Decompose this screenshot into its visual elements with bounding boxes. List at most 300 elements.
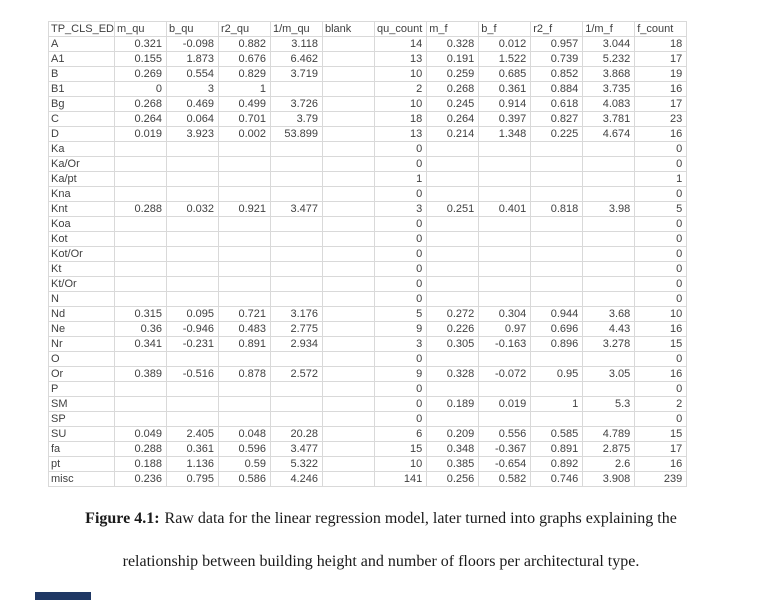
table-cell: 20.28 xyxy=(270,427,322,442)
table-cell xyxy=(322,397,374,412)
table-cell xyxy=(322,442,374,457)
table-cell xyxy=(166,262,218,277)
table-cell xyxy=(166,292,218,307)
table-cell xyxy=(322,427,374,442)
table-cell: 0.049 xyxy=(114,427,166,442)
header-row xyxy=(49,22,687,37)
table-cell xyxy=(322,187,374,202)
table-cell xyxy=(322,247,374,262)
table-cell: 0 xyxy=(374,187,426,202)
table-cell: 0 xyxy=(374,157,426,172)
table-cell: 2.405 xyxy=(166,427,218,442)
table-cell: 0.348 xyxy=(427,442,479,457)
table-cell: 0 xyxy=(114,82,166,97)
table-cell: 0 xyxy=(635,187,687,202)
table-cell xyxy=(479,172,531,187)
table-cell: 0.97 xyxy=(479,322,531,337)
table-cell: 0 xyxy=(374,292,426,307)
table-cell: 0.499 xyxy=(218,97,270,112)
table-cell xyxy=(270,247,322,262)
table-cell: -0.654 xyxy=(479,457,531,472)
table-cell xyxy=(583,157,635,172)
table-cell: 0.251 xyxy=(427,202,479,217)
row-label: N xyxy=(49,292,115,307)
table-cell xyxy=(322,157,374,172)
table-cell: 18 xyxy=(635,37,687,52)
table-row xyxy=(49,472,687,487)
table-cell xyxy=(322,412,374,427)
table-cell: 4.43 xyxy=(583,322,635,337)
table-cell xyxy=(479,352,531,367)
table-row xyxy=(49,232,687,247)
table-row xyxy=(49,82,687,97)
table-cell: 16 xyxy=(635,127,687,142)
table-cell xyxy=(166,277,218,292)
row-label: D xyxy=(49,127,115,142)
row-label: Kot/Or xyxy=(49,247,115,262)
table-cell: 3.719 xyxy=(270,67,322,82)
table-cell xyxy=(322,82,374,97)
table-cell: 239 xyxy=(635,472,687,487)
table-cell: 0.385 xyxy=(427,457,479,472)
table-cell xyxy=(583,352,635,367)
table-cell: 0.585 xyxy=(531,427,583,442)
table-cell: 0.315 xyxy=(114,307,166,322)
table-cell: 2.775 xyxy=(270,322,322,337)
table-cell xyxy=(166,187,218,202)
table-row xyxy=(49,97,687,112)
table-cell xyxy=(583,172,635,187)
table-cell xyxy=(479,217,531,232)
table-row xyxy=(49,52,687,67)
table-cell: 0 xyxy=(635,247,687,262)
table-cell xyxy=(322,67,374,82)
row-label: B1 xyxy=(49,82,115,97)
table-cell xyxy=(218,247,270,262)
table-cell xyxy=(218,187,270,202)
table-cell: 10 xyxy=(374,97,426,112)
table-cell: 0.721 xyxy=(218,307,270,322)
table-cell: 2.6 xyxy=(583,457,635,472)
row-label: Bg xyxy=(49,97,115,112)
table-cell xyxy=(427,412,479,427)
table-cell: 0.795 xyxy=(166,472,218,487)
table-cell: 0.305 xyxy=(427,337,479,352)
table-cell xyxy=(427,172,479,187)
table-cell: -0.098 xyxy=(166,37,218,52)
table-cell: 0.618 xyxy=(531,97,583,112)
table-cell xyxy=(322,172,374,187)
table-cell xyxy=(270,142,322,157)
table-cell xyxy=(218,157,270,172)
table-cell: 17 xyxy=(635,52,687,67)
row-label: O xyxy=(49,352,115,367)
table-cell xyxy=(270,382,322,397)
table-cell: 0 xyxy=(374,397,426,412)
table-cell xyxy=(166,232,218,247)
table-cell: 0.685 xyxy=(479,67,531,82)
table-cell: 0.272 xyxy=(427,307,479,322)
table-cell xyxy=(531,172,583,187)
table-cell xyxy=(114,172,166,187)
table-cell: 3.923 xyxy=(166,127,218,142)
table-cell: 0 xyxy=(374,247,426,262)
table-cell xyxy=(531,412,583,427)
table-cell: 0.59 xyxy=(218,457,270,472)
table-cell: 0 xyxy=(374,412,426,427)
table-cell xyxy=(531,217,583,232)
table-cell: 5.232 xyxy=(583,52,635,67)
table-row xyxy=(49,172,687,187)
table-cell xyxy=(322,262,374,277)
table-cell: 0 xyxy=(374,232,426,247)
table-cell xyxy=(531,187,583,202)
table-cell xyxy=(114,352,166,367)
row-label: Kna xyxy=(49,187,115,202)
table-cell xyxy=(218,292,270,307)
table-cell xyxy=(166,157,218,172)
row-label: Ne xyxy=(49,322,115,337)
table-cell: 0.896 xyxy=(531,337,583,352)
table-cell xyxy=(322,217,374,232)
table-cell: 0.288 xyxy=(114,202,166,217)
caption-line-1 xyxy=(0,508,762,530)
table-row xyxy=(49,352,687,367)
row-label: P xyxy=(49,382,115,397)
table-cell: 3 xyxy=(374,202,426,217)
table-cell: 0.556 xyxy=(479,427,531,442)
table-cell: -0.072 xyxy=(479,367,531,382)
table-cell: 1.873 xyxy=(166,52,218,67)
table-cell: 1.348 xyxy=(479,127,531,142)
table-cell: 6.462 xyxy=(270,52,322,67)
table-cell: 5.322 xyxy=(270,457,322,472)
table-cell: 0.268 xyxy=(114,97,166,112)
table-cell: 0.397 xyxy=(479,112,531,127)
table-row xyxy=(49,277,687,292)
table-cell xyxy=(270,352,322,367)
table-cell xyxy=(218,397,270,412)
table-cell: 0 xyxy=(635,262,687,277)
table-cell xyxy=(270,412,322,427)
table-cell xyxy=(479,247,531,262)
table-cell: 0 xyxy=(635,292,687,307)
table-cell: 0.264 xyxy=(114,112,166,127)
table-cell xyxy=(427,232,479,247)
table-cell xyxy=(114,232,166,247)
row-label: Nd xyxy=(49,307,115,322)
table-cell xyxy=(427,217,479,232)
table-cell: 0.155 xyxy=(114,52,166,67)
table-cell: 0.361 xyxy=(166,442,218,457)
table-cell: 0.746 xyxy=(531,472,583,487)
table-row xyxy=(49,397,687,412)
table-cell: 0.696 xyxy=(531,322,583,337)
table-cell xyxy=(583,382,635,397)
table-cell: 0.701 xyxy=(218,112,270,127)
table-cell xyxy=(427,142,479,157)
row-label: Or xyxy=(49,367,115,382)
table-cell: 0.328 xyxy=(427,37,479,52)
table-cell xyxy=(531,157,583,172)
table-cell: 5 xyxy=(374,307,426,322)
table-cell: 5.3 xyxy=(583,397,635,412)
table-cell: 0.596 xyxy=(218,442,270,457)
row-label: SM xyxy=(49,397,115,412)
table-cell xyxy=(322,97,374,112)
table-cell: 0.884 xyxy=(531,82,583,97)
row-label: fa xyxy=(49,442,115,457)
table-cell: 0 xyxy=(374,277,426,292)
table-cell xyxy=(479,277,531,292)
table-cell xyxy=(166,352,218,367)
table-cell: 0.914 xyxy=(479,97,531,112)
table-row xyxy=(49,322,687,337)
table-cell xyxy=(583,247,635,262)
table-cell: 15 xyxy=(374,442,426,457)
table-cell: 2 xyxy=(635,397,687,412)
table-cell: 3.05 xyxy=(583,367,635,382)
table-cell: 0.032 xyxy=(166,202,218,217)
table-cell: 17 xyxy=(635,442,687,457)
table-cell: 0.268 xyxy=(427,82,479,97)
table-cell xyxy=(322,232,374,247)
table-cell: 1.522 xyxy=(479,52,531,67)
table-row xyxy=(49,157,687,172)
table-cell: 3.477 xyxy=(270,202,322,217)
table-cell: 0.188 xyxy=(114,457,166,472)
table-cell xyxy=(270,262,322,277)
table-cell: 0.225 xyxy=(531,127,583,142)
row-label: C xyxy=(49,112,115,127)
table-row xyxy=(49,37,687,52)
table-cell: 0 xyxy=(374,262,426,277)
table-cell: 23 xyxy=(635,112,687,127)
table-cell xyxy=(322,127,374,142)
row-label: misc xyxy=(49,472,115,487)
column-header: TP_CLS_ED xyxy=(49,22,115,37)
table-cell xyxy=(322,352,374,367)
table-cell: 3.868 xyxy=(583,67,635,82)
table-cell: 0.288 xyxy=(114,442,166,457)
table-cell: 0 xyxy=(635,232,687,247)
table-cell xyxy=(322,277,374,292)
table-cell: 3.735 xyxy=(583,82,635,97)
row-label: Ka/Or xyxy=(49,157,115,172)
table-cell: -0.163 xyxy=(479,337,531,352)
table-cell: 0.019 xyxy=(114,127,166,142)
table-cell: 0 xyxy=(635,217,687,232)
table-cell xyxy=(427,352,479,367)
table-row xyxy=(49,442,687,457)
figure-caption xyxy=(0,508,762,573)
table-cell xyxy=(479,382,531,397)
column-header: 1/m_qu xyxy=(270,22,322,37)
table-cell xyxy=(218,382,270,397)
table-cell xyxy=(531,232,583,247)
table-cell xyxy=(166,382,218,397)
table-cell: 0.019 xyxy=(479,397,531,412)
table-cell xyxy=(583,142,635,157)
column-header: qu_count xyxy=(374,22,426,37)
table-cell xyxy=(322,112,374,127)
table-row xyxy=(49,382,687,397)
table-cell xyxy=(427,187,479,202)
table-cell xyxy=(322,52,374,67)
table-cell xyxy=(322,337,374,352)
table-cell xyxy=(583,232,635,247)
column-header: m_qu xyxy=(114,22,166,37)
table-cell: 17 xyxy=(635,97,687,112)
table-cell xyxy=(583,412,635,427)
table-cell xyxy=(322,202,374,217)
table-cell xyxy=(479,292,531,307)
table-cell xyxy=(531,352,583,367)
table-cell xyxy=(218,262,270,277)
table-cell: 0.852 xyxy=(531,67,583,82)
table-cell xyxy=(322,307,374,322)
table-cell: 0.361 xyxy=(479,82,531,97)
table-cell: 0.469 xyxy=(166,97,218,112)
table-cell: 16 xyxy=(635,82,687,97)
table-cell xyxy=(270,82,322,97)
table-cell: 0 xyxy=(374,382,426,397)
table-cell: 13 xyxy=(374,52,426,67)
table-cell xyxy=(322,37,374,52)
table-cell: 0.328 xyxy=(427,367,479,382)
table-cell xyxy=(531,277,583,292)
table-cell: 0.214 xyxy=(427,127,479,142)
table-cell: 3.726 xyxy=(270,97,322,112)
table-cell xyxy=(270,187,322,202)
table-cell: 15 xyxy=(635,427,687,442)
table-cell: 0 xyxy=(635,412,687,427)
table-cell xyxy=(427,262,479,277)
table-cell: 0.256 xyxy=(427,472,479,487)
table-cell: 1.136 xyxy=(166,457,218,472)
table-cell xyxy=(531,142,583,157)
table-cell: 1 xyxy=(218,82,270,97)
table-cell xyxy=(114,217,166,232)
table-cell: 6 xyxy=(374,427,426,442)
table-cell: 0.878 xyxy=(218,367,270,382)
row-label: Kt xyxy=(49,262,115,277)
table-row xyxy=(49,112,687,127)
table-cell: 0.401 xyxy=(479,202,531,217)
figure-label: Figure 4.1: xyxy=(85,510,160,527)
row-label: Koa xyxy=(49,217,115,232)
table-row xyxy=(49,412,687,427)
column-header: b_qu xyxy=(166,22,218,37)
table-cell: 0 xyxy=(374,217,426,232)
table-cell: 4.246 xyxy=(270,472,322,487)
table-cell: 13 xyxy=(374,127,426,142)
table-cell xyxy=(583,292,635,307)
table-row xyxy=(49,337,687,352)
table-cell: 0.048 xyxy=(218,427,270,442)
table-cell xyxy=(114,187,166,202)
table-cell: 3.118 xyxy=(270,37,322,52)
table-cell: 2.934 xyxy=(270,337,322,352)
table-cell xyxy=(531,382,583,397)
row-label: A1 xyxy=(49,52,115,67)
table-cell: 0.827 xyxy=(531,112,583,127)
table-cell xyxy=(166,247,218,262)
table-cell: 5 xyxy=(635,202,687,217)
column-header: r2_qu xyxy=(218,22,270,37)
table-cell: 0.189 xyxy=(427,397,479,412)
table-cell xyxy=(583,217,635,232)
table-cell: 0.891 xyxy=(218,337,270,352)
caption-text-1: Raw data for the linear regression model, later turned into graphs explaining the xyxy=(164,510,677,527)
table-cell: 0.002 xyxy=(218,127,270,142)
table-cell: 0.321 xyxy=(114,37,166,52)
table-cell xyxy=(479,142,531,157)
table-row xyxy=(49,367,687,382)
table-cell xyxy=(479,262,531,277)
table-cell xyxy=(218,277,270,292)
table-cell: 9 xyxy=(374,322,426,337)
table-cell xyxy=(218,142,270,157)
table-cell xyxy=(270,292,322,307)
table-cell xyxy=(479,157,531,172)
table-cell: 3.781 xyxy=(583,112,635,127)
table-cell: 0.209 xyxy=(427,427,479,442)
table-cell: 0.483 xyxy=(218,322,270,337)
table-cell: 0.012 xyxy=(479,37,531,52)
table-row xyxy=(49,127,687,142)
table-cell: 0.226 xyxy=(427,322,479,337)
table-cell: 1 xyxy=(635,172,687,187)
table-cell: 0.236 xyxy=(114,472,166,487)
table-cell: 0.739 xyxy=(531,52,583,67)
row-label: A xyxy=(49,37,115,52)
table-cell: 4.083 xyxy=(583,97,635,112)
row-label: Nr xyxy=(49,337,115,352)
table-cell: 0.191 xyxy=(427,52,479,67)
table-cell: 0.269 xyxy=(114,67,166,82)
table-cell: 3.176 xyxy=(270,307,322,322)
table-cell xyxy=(218,172,270,187)
table-row xyxy=(49,262,687,277)
table-cell: 16 xyxy=(635,457,687,472)
caption-line-2: relationship between building height and number of floors per architectural type. xyxy=(122,553,640,570)
table-cell: 14 xyxy=(374,37,426,52)
table-cell xyxy=(427,157,479,172)
row-label: Kot xyxy=(49,232,115,247)
table-cell: 3.477 xyxy=(270,442,322,457)
column-header: f_count xyxy=(635,22,687,37)
table-cell xyxy=(114,247,166,262)
table-cell: 0.891 xyxy=(531,442,583,457)
table-cell xyxy=(218,352,270,367)
table-cell: 0 xyxy=(635,352,687,367)
table-cell xyxy=(479,187,531,202)
table-row xyxy=(49,457,687,472)
table-cell: 15 xyxy=(635,337,687,352)
table-cell: 9 xyxy=(374,367,426,382)
table-row xyxy=(49,292,687,307)
table-cell: 0.957 xyxy=(531,37,583,52)
table-cell: -0.946 xyxy=(166,322,218,337)
row-label: B xyxy=(49,67,115,82)
table-cell: 0.36 xyxy=(114,322,166,337)
row-label: Kt/Or xyxy=(49,277,115,292)
table-cell: 141 xyxy=(374,472,426,487)
table-cell: 2 xyxy=(374,82,426,97)
table-cell: 0 xyxy=(635,277,687,292)
table-cell: 19 xyxy=(635,67,687,82)
